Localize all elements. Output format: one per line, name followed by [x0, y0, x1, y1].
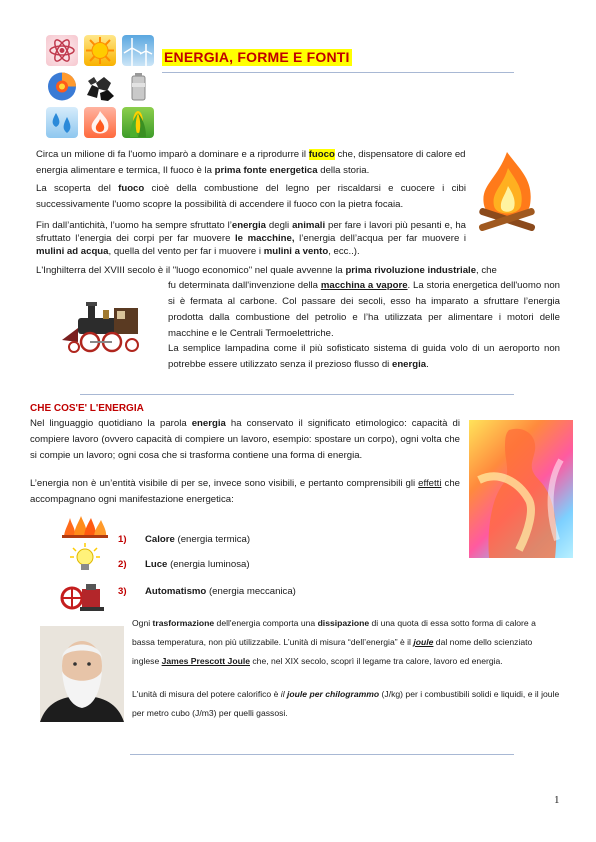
- battery-icon: [122, 71, 154, 102]
- steam-train-image: [48, 298, 152, 354]
- sun-icon: [84, 35, 116, 66]
- atom-icon: [46, 35, 78, 66]
- train-paragraph-1: fu determinata dall'invenzione della macchina a vapore. La storia energetica dell'uomo non si è fermata al carbone. Col passare dei secoli, esso ha imparato a sfruttare l’energia prodotta dalla combustione del petrolio e l’ha utilizzata per alimentare i motori delle macchine e le Centrali Termoelettriche.: [168, 280, 561, 339]
- unit-joule: joule: [413, 637, 434, 647]
- footer-divider: [130, 754, 514, 755]
- page-title: ENERGIA, FORME E FONTI: [164, 49, 350, 65]
- intro-paragraph-4: L'Inghilterra del XVIII secolo è il "luogo economico" nel quale avvenne la prima rivoluzione industriale, che: [36, 265, 497, 276]
- joule-paragraph-2: L'unità di misura del potere calorifico è il joule per chilogrammo (J/kg) per i combustibili solidi e liquidi, e il joule per metro cubo (J/m3) per quelli gassosi.: [132, 689, 560, 718]
- list-item-calore: Calore (energia termica): [145, 534, 251, 545]
- page-number: 1: [554, 794, 560, 806]
- lightbulb-icon: [70, 543, 100, 573]
- section-paragraph-1: Nel linguaggio quotidiano la parola energia ha conservato il significato etimologico: capacità di compiere lavoro (ovvero capacità di compiere un lavoro, esempio: spostare un corpo), ogni volta che si compie un lavoro; ogni cosa che si trasforma contiene una forma di energia.: [30, 418, 460, 461]
- train-paragraph-2: La semplice lampadina come il più sofisticato sistema di guida volo di un aeroporto non potrebbe essere utilizzato senza il prezioso flusso di energia.: [168, 343, 560, 370]
- engine-icon: [60, 581, 106, 613]
- water-drop-icon: [46, 107, 78, 138]
- title-divider: [162, 72, 514, 73]
- scientist-name: James Prescott Joule: [161, 656, 250, 666]
- coal-icon: [84, 71, 116, 102]
- list-item-automatismo: Automatismo (energia meccanica): [145, 586, 296, 597]
- list-item-luce: Luce (energia luminosa): [145, 559, 250, 570]
- joule-portrait-image: [40, 626, 124, 722]
- flames-icon: [62, 514, 108, 538]
- earth-core-icon: [46, 71, 78, 102]
- campfire-image: [472, 150, 542, 240]
- underlined-effetti: effetti: [418, 478, 442, 489]
- link-like-macchina-vapore: macchina a vapore: [320, 280, 408, 291]
- intro-paragraph-2: La scoperta del fuoco cioè della combustione del legno per riscaldarsi e cuocere i cibi successivamente l'uomo scopre la possibilità di accendere il fuoco con la pietra focaia.: [36, 183, 466, 210]
- section-heading: CHE COS'E' L'ENERGIA: [30, 403, 144, 414]
- section-paragraph-2: L’energia non è un’entità visibile di per se, invece sono visibili, e pertanto comprensibili gli effetti che accompagnano ogni manifestazione energetica:: [30, 478, 460, 505]
- highlight-fuoco: fuoco: [308, 149, 335, 160]
- intro-paragraph-3: Fin dall’antichità, l’uomo ha sempre sfruttato l’energia degli animali per fare i lavori più pesanti e, ha sfruttato l’energia dei corpi per far muovere le macchine, l’energia dell’acqua per far muovere i mulini ad acqua, quella del vento per far i muovere i mulini a vento, ecc..).: [36, 220, 467, 257]
- wind-turbine-icon: [122, 35, 154, 66]
- corn-icon: [122, 107, 154, 138]
- list-number-1: 1): [118, 534, 127, 545]
- list-number-3: 3): [118, 586, 127, 597]
- energy-body-image: [469, 420, 573, 558]
- list-number-2: 2): [118, 559, 127, 570]
- intro-paragraph-1: Circa un milione di fa l'uomo imparò a dominare e a riprodurre il fuoco che, dispensatore di calore ed energia alimentare e termica, Il fuoco è la prima fonte energetica della storia.: [36, 149, 466, 176]
- joule-paragraph-1: Ogni trasformazione dell'energia comporta una dissipazione di una quota di essa sotto forma di calore a bassa temperatura, non più utilizzabile. L’unità di misura “dell’energia” è il joule dal nome dello scienziato inglese James Prescott Joule che, nel XIX secolo, scoprì il legame tra calore, lavoro ed energia.: [132, 618, 536, 666]
- section-divider-top: [80, 394, 514, 395]
- fire-icon: [84, 107, 116, 138]
